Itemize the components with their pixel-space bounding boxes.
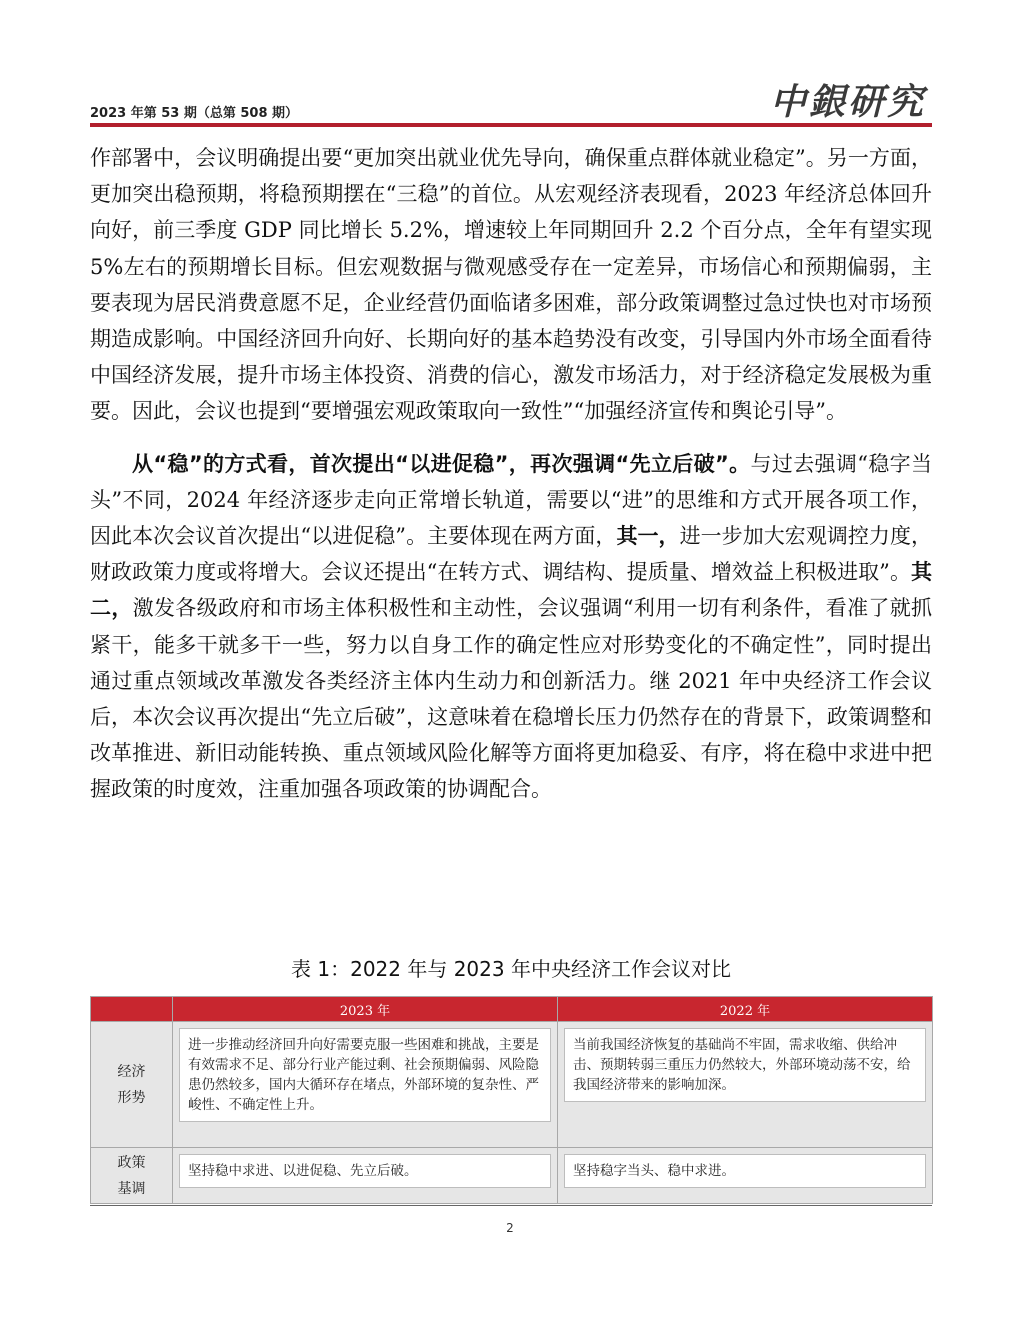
page-header (90, 68, 932, 130)
cell-text: 坚持稳中求进、以进促稳、先立后破。 (179, 1154, 551, 1188)
paragraph-text: 进一步加大宏观调控力度，财政政策力度或将增大。会议还提出“在转方式、调结构、提质量、增效益上积极进取”。 (90, 524, 933, 585)
column-header-2023: 2023 年 (173, 997, 558, 1022)
paragraph-lead-bold: 从“稳”的方式看，首次提出“以进促稳”，再次强调“先立后破”。 (132, 451, 751, 476)
footer-divider (90, 1205, 932, 1206)
row-label-policy-tone: 政策 基调 (91, 1148, 173, 1204)
article-body (90, 140, 932, 808)
row-label-economic-situation: 经济 形势 (91, 1022, 173, 1148)
cell-text: 坚持稳字当头、稳中求进。 (564, 1154, 926, 1188)
table-header-row (91, 997, 933, 1022)
page-number: 2 (506, 1221, 514, 1235)
paragraph-2 (90, 446, 932, 808)
comparison-table (90, 996, 933, 1204)
paragraph-text: 与过去强调“稳字当头”不同，2024 年经济逐步走向正常增长轨道，需要以“进”的思维和方式开展各项工作，因此本次会议首次提出“以进促稳”。主要体现在两方面， (90, 451, 932, 549)
cell-text: 当前我国经济恢复的基础尚不牢固，需求收缩、供给冲击、预期转弱三重压力仍然较大，外部环境动荡不安，给我国经济带来的影响加深。 (564, 1028, 926, 1102)
header-divider (90, 123, 932, 127)
column-header-blank (91, 997, 173, 1022)
point-two-label: 其二， (90, 560, 932, 621)
paragraph-text: 激发各级政府和市场主体积极性和主动性，会议强调“利用一切有利条件，看准了就抓紧干，能多干就多干一些，努力以自身工作的确定性应对形势变化的不确定性”，同时提出通过重点领域改革激发各类经济主体内生动力和创新活力。继 2021 年中央经济工作会议后，本次会议再次提出“先立后破”，这意味着在稳增长压力仍然存在的背景下，政策调整和改革推进、新旧动能转换、重点领域风险化解等方面将更加稳妥、有序，将在稳中求进中把握政策的时度效，注重加强各项政策的协调配合。 (90, 596, 933, 802)
paragraph-1 (90, 140, 932, 430)
table-row (91, 1148, 933, 1204)
cell-text: 进一步推动经济回升向好需要克服一些困难和挑战，主要是有效需求不足、部分行业产能过剩、社会预期偏弱、风险隐患仍然较多，国内大循环存在堵点，外部环境的复杂性、严峻性、不确定性上升。 (179, 1028, 551, 1122)
column-header-2022: 2022 年 (558, 997, 933, 1022)
boc-research-logo: 中銀研究 (769, 81, 926, 123)
table-title: 表 1：2022 年与 2023 年中央经济工作会议对比 (291, 957, 731, 981)
cell-2022 (558, 1022, 933, 1148)
cell-2023 (173, 1022, 558, 1148)
issue-number: 2023 年第 53 期（总第 508 期） (90, 106, 299, 121)
table-row (91, 1022, 933, 1148)
paragraph-text: 作部署中，会议明确提出要“更加突出就业优先导向，确保重点群体就业稳定”。另一方面，更加突出稳预期，将稳预期摆在“三稳”的首位。从宏观经济表现看，2023 年经济总体回升向好，前三季度 GDP 同比增长 5.2%，增速较上年同期回升 2.2 个百分点，全年有望实现 5%左右的预期增长目标。但宏观数据与微观感受存在一定差异，市场信心和预期偏弱，主要表现为居民消费意愿不足，企业经营仍面临诸多困难，部分政策调整过急过快也对市场预期造成影响。中国经济回升向好、长期向好的基本趋势没有改变，引导国内外市场全面看待中国经济发展，提升市场主体投资、消费的信心，激发市场活力，对于经济稳定发展极为重要。因此，会议也提到“要增强宏观政策取向一致性”“加强经济宣传和舆论引导”。 (90, 146, 932, 424)
cell-2023 (173, 1148, 558, 1204)
cell-2022 (558, 1148, 933, 1204)
point-one-label: 其一， (616, 524, 680, 549)
